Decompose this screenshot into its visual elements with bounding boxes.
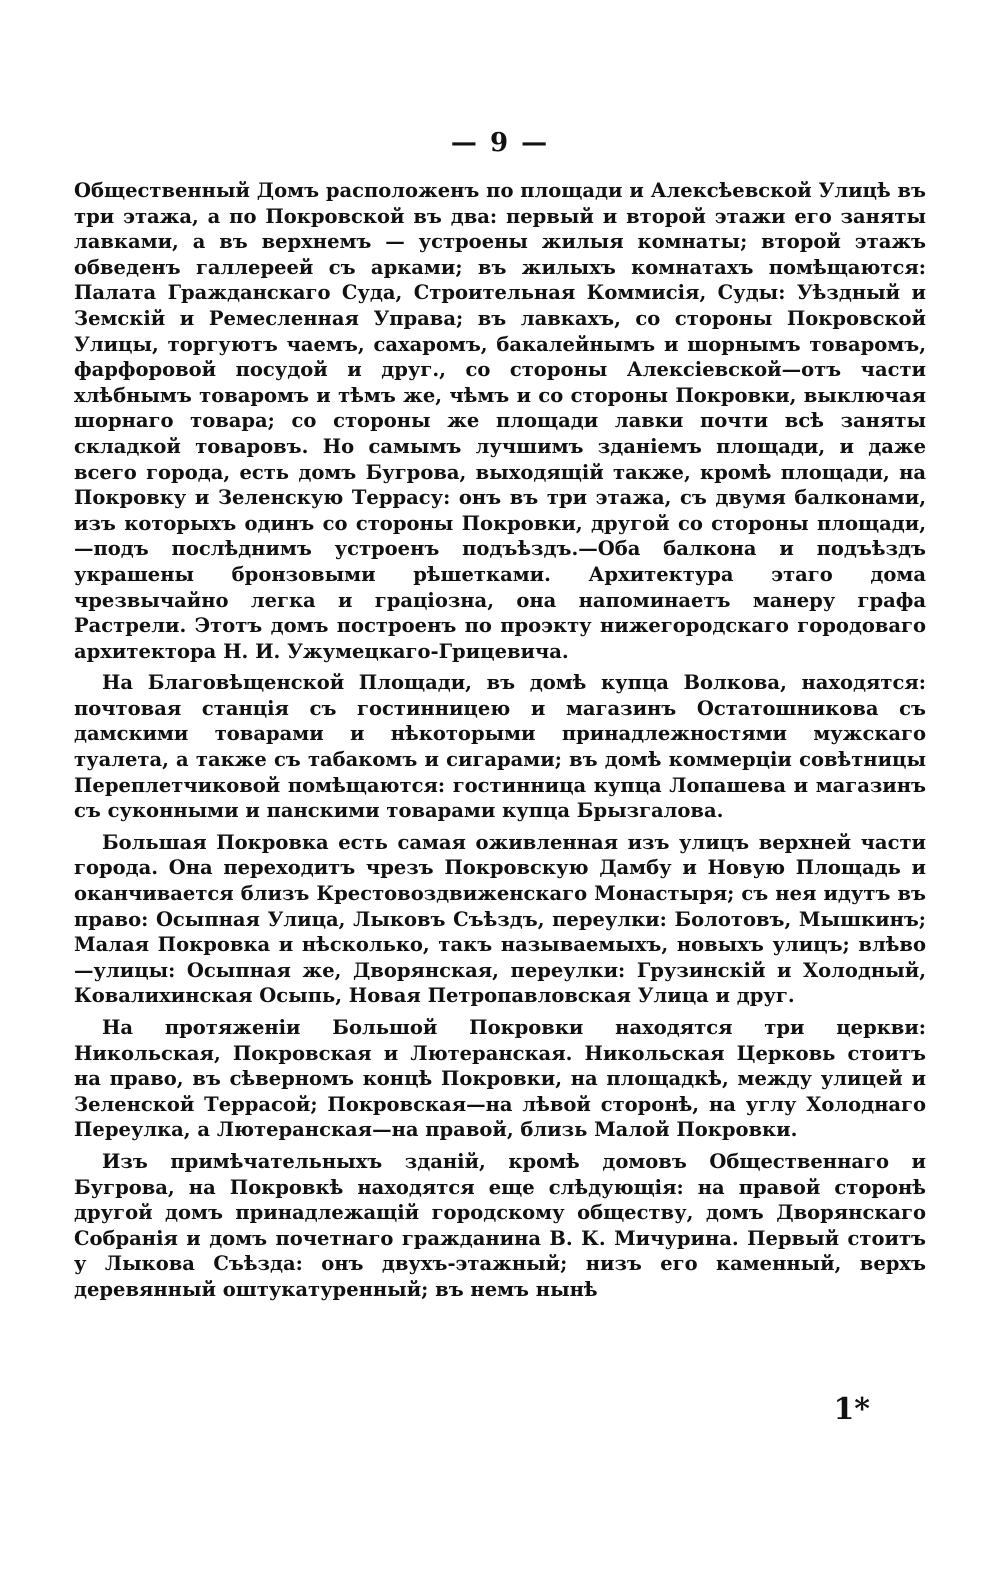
page-number: — 9 — xyxy=(450,128,550,158)
paragraph-bolshaya-pokrovka: Большая Покровка есть самая оживленная изъ улицъ верхней части города. Она переходитъ чрезъ Покровскую Дамбу и Новую Площадь и оканчивается близъ Крестовоздвиженскаго Монастыря; съ нея идутъ въ право: Осыпная Улица, Лыковъ Съѣздъ, переулки: Болотовъ, Мышкинъ; Малая Покровка и нѣсколько, такъ называемыхъ, новыхъ улицъ; влѣво—улицы: Осыпная же, Дворянская, переулки: Грузинскій и Холодный, Ковалихинская Осыпь, Новая Петропавловская Улица и друг. xyxy=(74,830,926,1008)
paragraph-public-house: Общественный Домъ расположенъ по площади и Алексѣевской Улицѣ въ три этажа, а по Покровской въ два: первый и второй этажи его заняты лавками, а въ верхнемъ — устроены жилыя комнаты; второй этажъ обведенъ галлереей съ арками; въ жилыхъ комнатахъ помѣщаются: Палата Гражданскаго Суда, Строительная Коммисія, Суды: Уѣздный и Земскій и Ремесленная Управа; въ лавкахъ, со стороны Покровской Улицы, торгуютъ чаемъ, сахаромъ, бакалейнымъ и шорнымъ товаромъ, фарфоровой посудой и друг., со стороны Алексіевской—отъ части хлѣбнымъ товаромъ и тѣмъ же, чѣмъ и со стороны Покровки, выключая шорнаго товара; со стороны же площади лавки почти всѣ заняты складкой товаровъ. Но самымъ лучшимъ зданіемъ площади, и даже всего города, есть домъ Бугрова, выходящій также, кромѣ площади, на Покровку и Зеленскую Террасу: онъ въ три этажа, съ двумя балконами, изъ которыхъ одинъ со стороны Покровки, другой со стороны площади,—подъ послѣднимъ устроенъ подъѣздъ.—Оба балкона и подъѣздъ украшены бронзовыми рѣшетками. Архитектура этаго дома чрезвычайно легка и граціозна, она напоминаетъ манеру графа Растрели. Этотъ домъ построенъ по проэкту нижегородскаго городоваго архитектора Н. И. Ужумецкаго-Грицевича. xyxy=(74,179,926,663)
printer-signature-mark: 1* xyxy=(833,1392,870,1427)
paragraph-blagoveshchenskaya-square: На Благовѣщенской Площади, въ домѣ купца Волкова, находятся: почтовая станція съ гостинницею и магазинъ Остатошникова съ дамскими товарами и нѣкоторыми принадлежностями мужскаго туалета, а также съ табакомъ и сигарами; въ домѣ коммерціи совѣтницы Переплетчиковой помѣщаются: гостинница купца Лопашева и магазинъ съ суконными и панскими товарами купца Брызгалова. xyxy=(74,671,926,823)
paragraph-churches: На протяженіи Большой Покровки находятся три церкви: Никольская, Покровская и Лютеранская. Никольская Церковь стоитъ на право, въ сѣверномъ концѣ Покровки, на площадкѣ, между улицей и Зеленской Террасой; Покровская—на лѣвой сторонѣ, на углу Холоднаго Переулка, а Лютеранская—на правой, близь Малой Покровки. xyxy=(74,1016,926,1142)
paragraph-notable-buildings: Изъ примѣчательныхъ зданій, кромѣ домовъ Общественнаго и Бугрова, на Покровкѣ находятся еще слѣдующія: на правой сторонѣ другой домъ принадлежащій городскому обществу, домъ Дворянскаго Собранія и домъ почетнаго гражданина В. К. Мичурина. Первый стоитъ у Лыкова Съѣзда: онъ двухъ-этажный; низъ его каменный, верхъ деревянный оштукатуренный; въ немъ нынѣ xyxy=(74,1149,926,1301)
body-text xyxy=(74,178,926,1309)
